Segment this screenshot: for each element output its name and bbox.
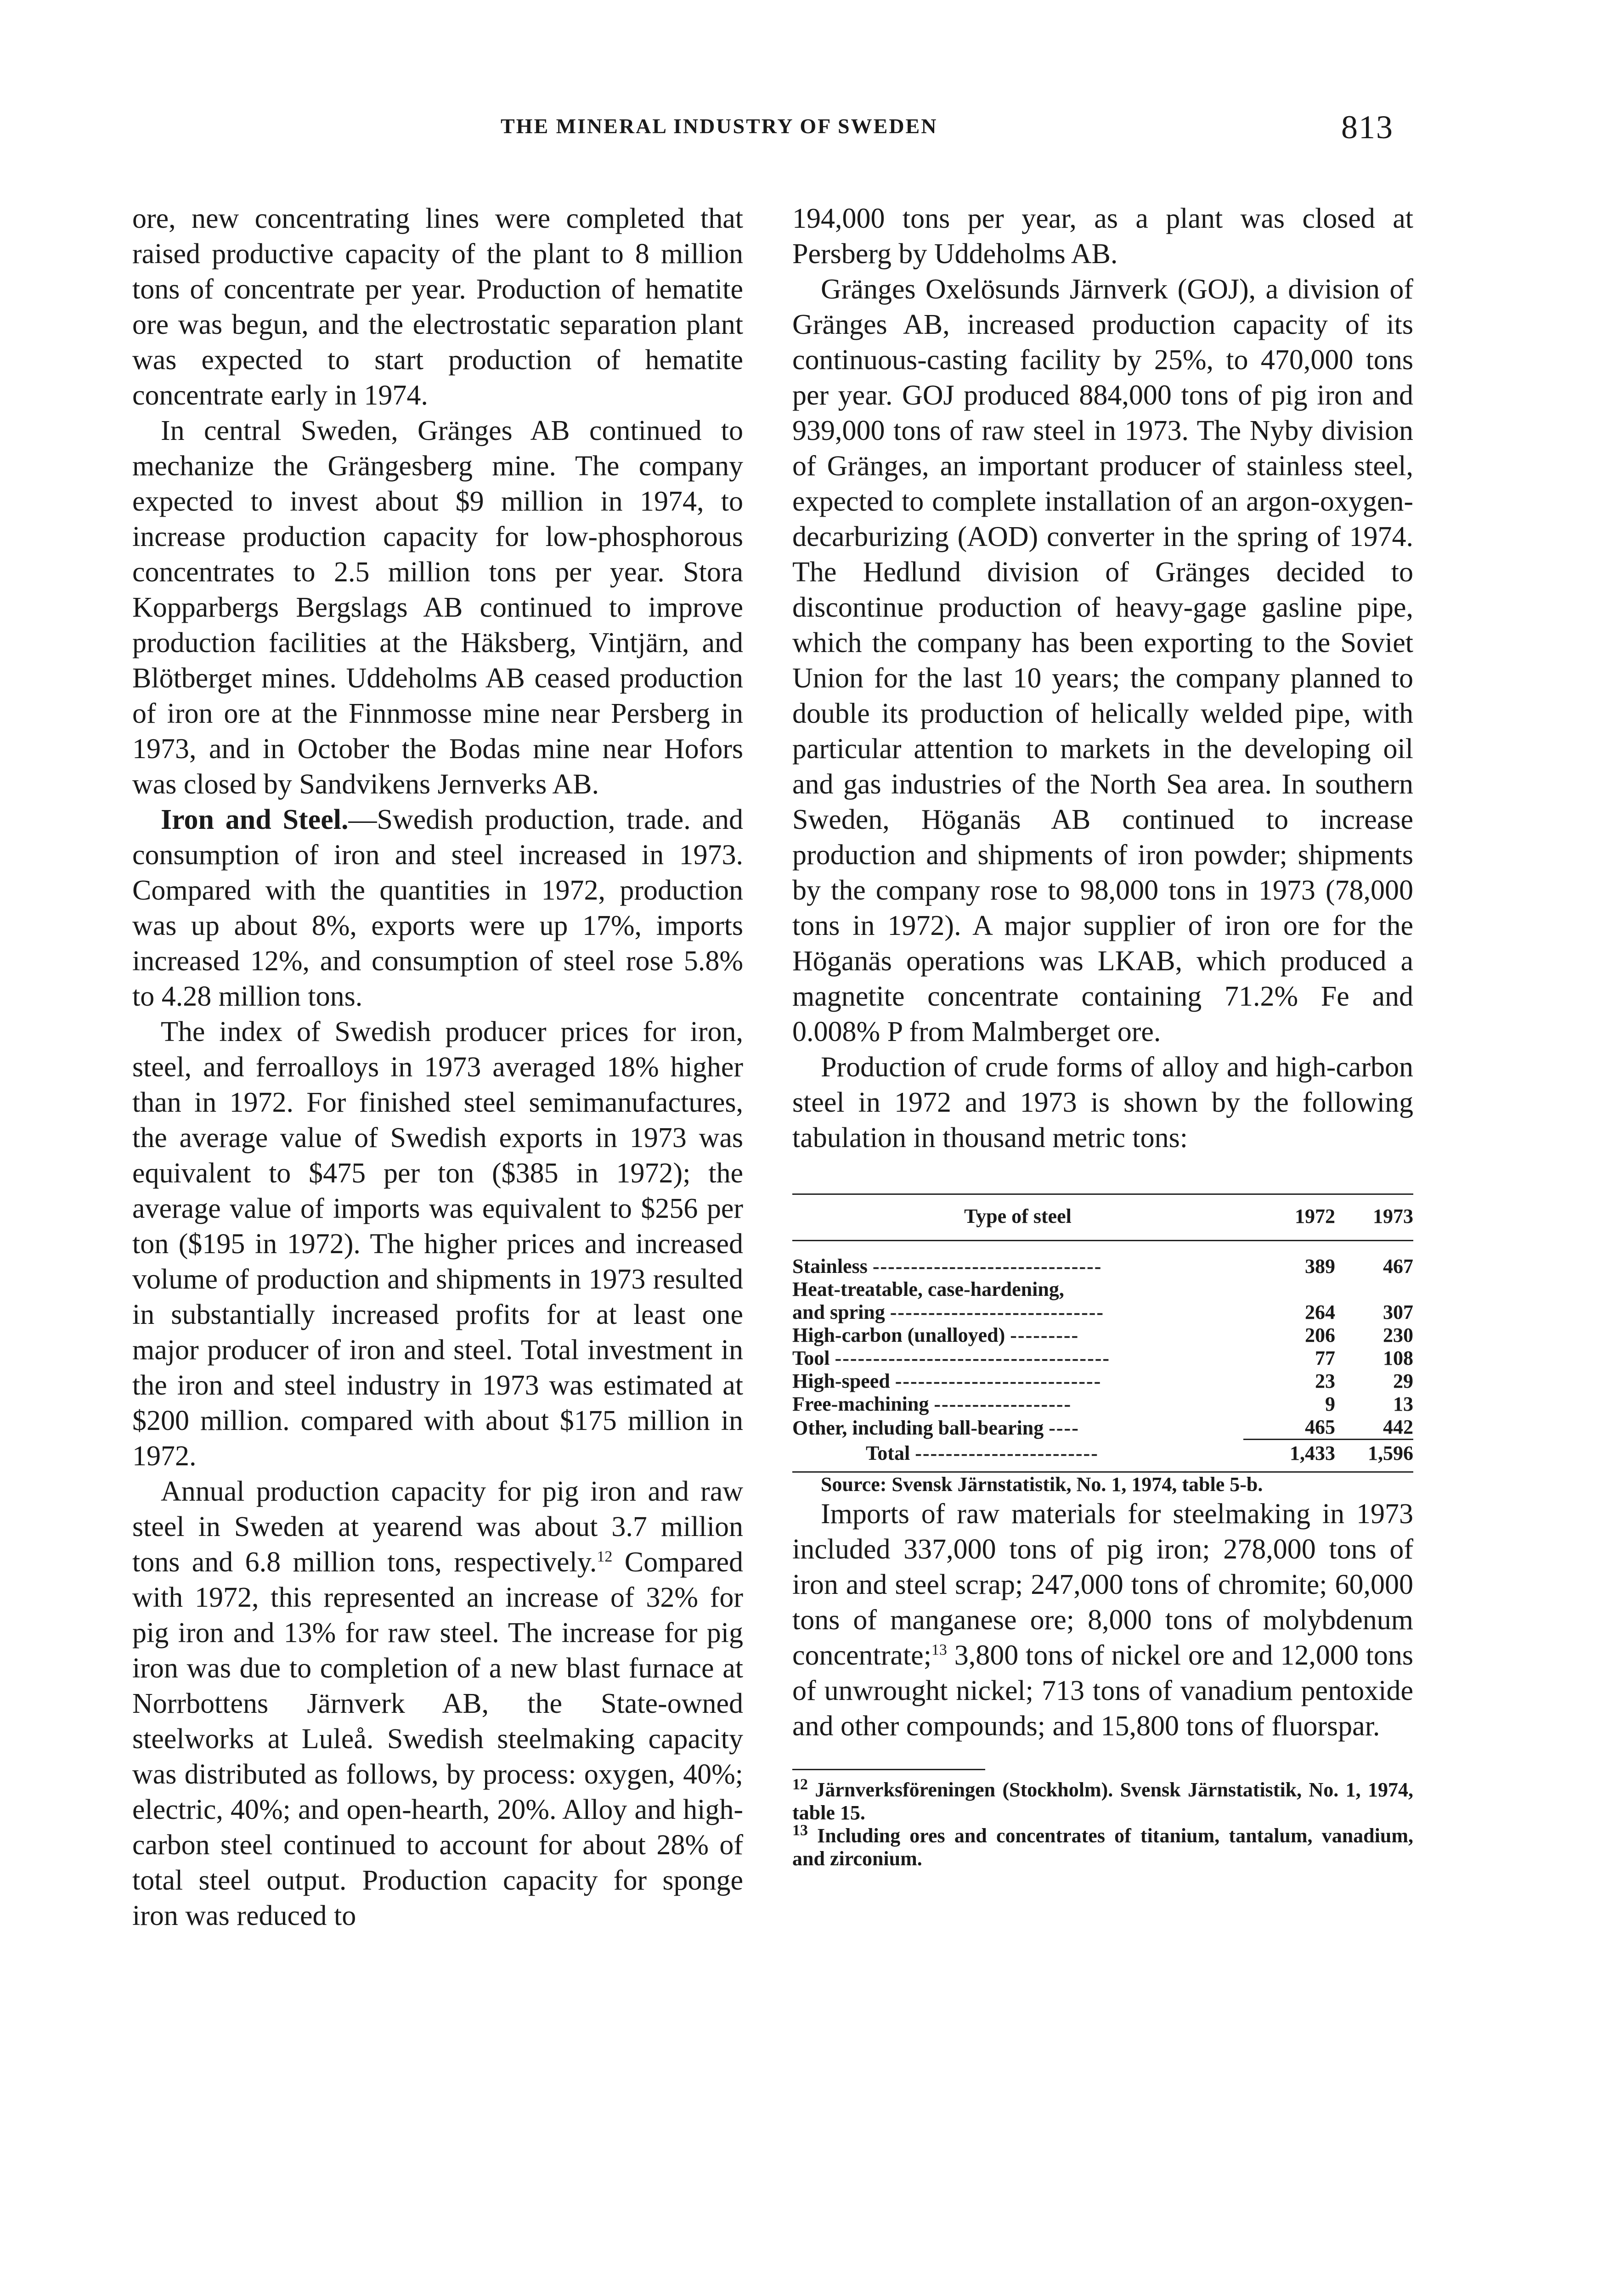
cell-1972: 465 <box>1305 1416 1335 1438</box>
cell-1973: 442 <box>1383 1416 1413 1438</box>
cell-1973: 13 <box>1393 1393 1413 1415</box>
leader-dots: ------------------ <box>934 1393 1072 1415</box>
total-1973: 1,596 <box>1335 1440 1413 1472</box>
row-label: and spring <box>792 1301 885 1323</box>
footnote <box>792 1824 1413 1870</box>
paragraph: ore, new concentrating lines were completed that raised productive capacity of the plant to 8 million tons of concentrate per year. Production of hematite ore was begun, and the electrostatic separation plant was expected to start production of hematite concentrate early in 1974. <box>132 203 743 411</box>
leader-dots: ------------------------------------ <box>835 1347 1111 1369</box>
right-column <box>792 201 1413 1870</box>
cell-1973: 230 <box>1383 1324 1413 1346</box>
row-label: Stainless <box>792 1255 868 1277</box>
footnote-divider <box>792 1769 985 1770</box>
table-row <box>792 1241 1413 1278</box>
page-number: 813 <box>1341 109 1394 146</box>
cell-1972: 9 <box>1325 1393 1335 1415</box>
cell-1972: 264 <box>1305 1301 1335 1323</box>
cell-1972: 77 <box>1315 1347 1335 1369</box>
paragraph-text: 3,800 tons of nickel ore and 12,000 tons of unwrought nickel; 713 tons of vanadium pentoxide and other compounds; and 15,800 tons of fluorspar. <box>792 1640 1413 1742</box>
row-label: High-carbon (unalloyed) <box>792 1324 1005 1346</box>
table-row <box>792 1393 1413 1416</box>
paragraph: Production of crude forms of alloy and high-carbon steel in 1972 and 1973 is shown by the following tabulation in thousand metric tons: <box>792 1052 1413 1154</box>
cell-1973: 467 <box>1383 1255 1413 1277</box>
leader-dots: ---------------------------- <box>890 1301 1105 1323</box>
footnote-marker: 12 <box>792 1776 808 1793</box>
paragraph: Gränges Oxelösunds Järnverk (GOJ), a division of Gränges AB, increased production capacity of its continuous-casting facility by 25%, to 470,000 tons per year. GOJ produced 884,000 tons of pig iron and 939,000 tons of raw steel in 1973. The Nyby division of Gränges, an important producer of stainless steel, expected to complete installation of an argon-oxygen-decarburizing (AOD) converter in the spring of 1974. The Hedlund division of Gränges decided to discontinue production of heavy-gage gasline pipe, which the company has been exporting to the Soviet Union for the last 10 years; the company planned to double its production of helically welded pipe, with particular attention to markets in the developing oil and gas industries of the North Sea area. In southern Sweden, Höganäs AB continued to increase production and shipments of iron powder; shipments by the company rose to 98,000 tons in 1973 (78,000 tons in 1972). A major supplier of iron ore for the Höganäs operations was LKAB, which produced a magnetite concentrate containing 71.2% Fe and 0.008% P from Malmberget ore. <box>792 274 1413 1047</box>
footnote-text: Järnverksföreningen (Stockholm). Svensk Järnstatistik, No. 1, 1974, table 15. <box>792 1778 1413 1824</box>
total-label: Total <box>866 1442 910 1464</box>
left-column <box>132 201 743 1934</box>
paragraph: 194,000 tons per year, as a plant was closed at Persberg by Uddeholms AB. <box>792 203 1413 270</box>
footnote-marker: 13 <box>792 1822 808 1839</box>
paragraph-text: Compared with 1972, this represented an increase of 32% for pig iron and 13% for raw steel. The increase for pig iron was due to completion of a new blast furnace at Norrbottens Järnverk AB, the State-owned steelworks at Luleå. Swedish steelmaking capacity was distributed as follows, by process: oxygen, 40%; electric, 40%; and open-hearth, 20%. Alloy and high-carbon steel continued to account for about 28% of total steel output. Production capacity for sponge iron was reduced to <box>132 1547 744 1931</box>
table-row <box>792 1278 1413 1301</box>
cell-1972: 206 <box>1305 1324 1335 1346</box>
leader-dots: ------------------------ <box>915 1442 1099 1464</box>
footnote-ref: 13 <box>931 1641 947 1659</box>
column-header-1972: 1972 <box>1243 1194 1335 1241</box>
steel-production-table-block <box>792 1193 1413 1497</box>
paragraph <box>132 802 743 1014</box>
table-row <box>792 1416 1413 1440</box>
table-row <box>792 1347 1413 1370</box>
table-source-note: Source: Svensk Järnstatistik, No. 1, 1974, table 5-b. <box>821 1473 1263 1496</box>
row-label: Free-machining <box>792 1393 929 1415</box>
leader-dots: ---- <box>1049 1416 1079 1439</box>
leader-dots: ------------------------------ <box>872 1255 1102 1277</box>
paragraph-text: Annual production capacity for pig iron and raw steel in Sweden at yearend was about 3.7 million tons and 6.8 million tons, respectively. <box>132 1476 743 1578</box>
footnote <box>792 1778 1413 1824</box>
row-label: Other, including ball-bearing <box>792 1416 1044 1439</box>
cell-1973: 108 <box>1383 1347 1413 1369</box>
table-row <box>792 1370 1413 1393</box>
row-label: Tool <box>792 1347 830 1369</box>
cell-1972: 23 <box>1315 1370 1335 1392</box>
paragraph <box>792 1497 1413 1744</box>
paragraph: The index of Swedish producer prices for iron, steel, and ferroalloys in 1973 averaged 18% higher than in 1972. For finished steel semimanufactures, the average value of Swedish exports in 1973 was equivalent to $475 per ton ($385 in 1972); the average value of imports was equivalent to $256 per ton ($195 in 1972). The higher prices and increased volume of production and shipments in 1973 resulted in substantially increased profits for at least one major producer of iron and steel. Total investment in the iron and steel industry in 1973 was estimated at $200 million. compared with about $175 million in 1972. <box>132 1016 743 1472</box>
paragraph-text: —Swedish production, trade. and consumption of iron and steel increased in 1973. Compared with the quantities in 1972, production was up about 8%, exports were up 17%, imports increased 12%, and consumption of steel rose 5.8% to 4.28 million tons. <box>132 804 743 1012</box>
section-heading: Iron and Steel. <box>161 804 349 835</box>
cell-1973: 307 <box>1383 1301 1413 1323</box>
paragraph-text: Imports of raw materials for steelmaking in 1973 included 337,000 tons of pig iron; 278,000 tons of iron and steel scrap; 247,000 tons of chromite; 60,000 tons of manganese ore; 8,000 tons of molybdenum concentrate; <box>792 1498 1413 1671</box>
cell-1973: 29 <box>1393 1370 1413 1392</box>
footnote-ref: 12 <box>597 1548 613 1565</box>
paragraph: In central Sweden, Gränges AB continued to mechanize the Grängesberg mine. The company expected to invest about $9 million in 1974, to increase production capacity for low-phosphorous concentrates to 2.5 million tons per year. Stora Kopparbergs Bergslags AB continued to improve production facilities at the Häksberg, Vintjärn, and Blötberget mines. Uddeholms AB ceased production of iron ore at the Finnmosse mine near Persberg in 1973, and in October the Bodas mine near Hofors was closed by Sandvikens Jernverks AB. <box>132 415 743 800</box>
steel-production-table <box>792 1193 1413 1473</box>
leader-dots: --------------------------- <box>895 1370 1102 1392</box>
row-label: Heat-treatable, case-hardening, <box>792 1278 1064 1300</box>
leader-dots: --------- <box>1010 1324 1079 1346</box>
table-row <box>792 1301 1413 1324</box>
total-1972: 1,433 <box>1243 1440 1335 1472</box>
table-row <box>792 1324 1413 1347</box>
table-total-row <box>792 1440 1413 1472</box>
column-header-type: Type of steel <box>792 1194 1243 1241</box>
column-header-1973: 1973 <box>1335 1194 1413 1241</box>
footnote-text: Including ores and concentrates of titanium, tantalum, vanadium, and zirconium. <box>792 1824 1413 1870</box>
paragraph <box>132 1474 743 1934</box>
running-head: THE MINERAL INDUSTRY OF SWEDEN <box>501 114 938 138</box>
cell-1972: 389 <box>1305 1255 1335 1277</box>
row-label: High-speed <box>792 1370 890 1392</box>
